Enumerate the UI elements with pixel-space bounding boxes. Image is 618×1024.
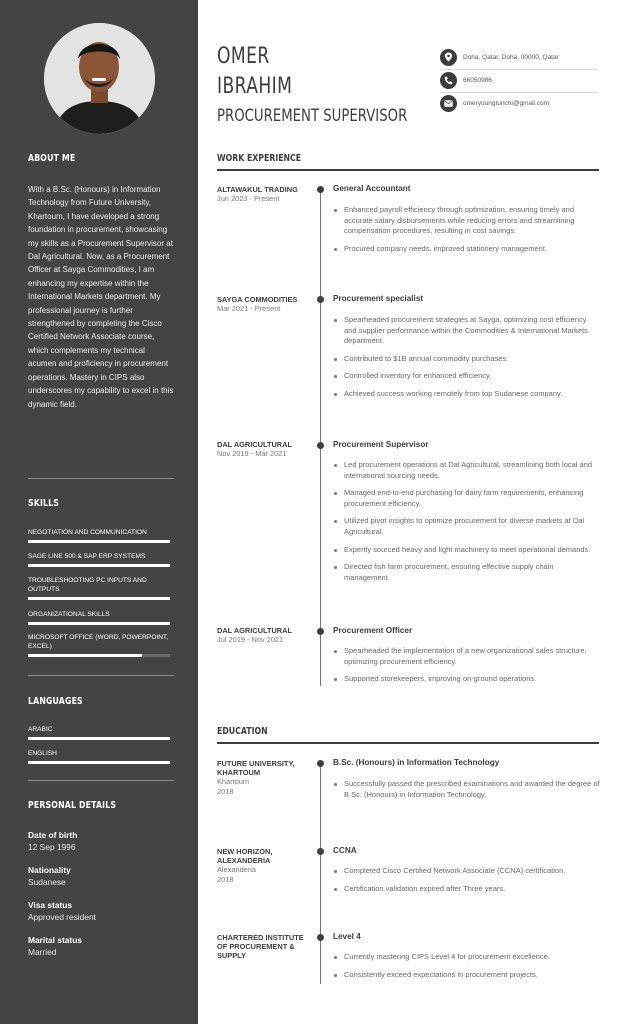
school-city: Khartoum: [217, 777, 250, 786]
languages-heading: LANGUAGES: [28, 696, 83, 707]
school-block: [217, 933, 307, 960]
job-role: Procurement specialist: [333, 294, 424, 303]
avatar: [44, 23, 155, 134]
job-bullets: [333, 205, 601, 261]
skill-bar: [28, 622, 170, 625]
language-bar-fill: [28, 761, 170, 764]
language-label: ENGLISH: [28, 750, 57, 757]
degree-bullets: [333, 866, 601, 901]
detail-value: Sudanese: [28, 877, 66, 887]
contact-address: [440, 47, 598, 67]
job-bullets: [333, 646, 601, 692]
divider: [28, 478, 174, 479]
bullet-item: Spearheaded procurement strategies at Sayga, optimizing cost efficiency and supplier performance within the Commodities & International Markets department.: [333, 315, 601, 347]
timeline-dot: [317, 934, 324, 941]
personal-heading: PERSONAL DETAILS: [28, 800, 117, 811]
job-bullets: [333, 460, 601, 590]
school-year: 2018: [217, 875, 234, 884]
detail-label: Nationality: [28, 865, 71, 875]
detail-value: Approved resident: [28, 912, 96, 922]
language-bar: [28, 737, 170, 740]
bullet-item: Currently mastering CIPS Level 4 for procurement excellence.: [333, 952, 601, 963]
job-company: ALTAWAKUL TRADING: [217, 185, 298, 194]
skill-label: TROUBLESHOOTING PC INPUTS AND OUTPUTS: [28, 577, 147, 593]
bullet-item: Certification validation expired after Three years.: [333, 884, 601, 895]
skill-label: NEGOTIATION AND COMMUNICATION: [28, 529, 147, 536]
education-heading: EDUCATION: [217, 726, 268, 737]
bullet-item: Managed end-to-end purchasing for dairy farm requirements, enhancing procurement efficiency.: [333, 488, 601, 509]
skill-item: [28, 528, 174, 543]
job-title: PROCUREMENT SUPERVISOR: [217, 106, 408, 126]
detail-label: Visa status: [28, 900, 73, 910]
about-heading: ABOUT ME: [28, 153, 76, 164]
job-org-block: [217, 295, 307, 314]
skill-bar: [28, 654, 170, 657]
section-rule: [217, 742, 599, 744]
school-name: FUTURE UNIVERSITY, KHARTOUM: [217, 759, 295, 777]
bullet-item: Spearheaded the implementation of a new organizational sales structure, optimizing procurement efficiency.: [333, 646, 601, 667]
job-company: DAL AGRICULTURAL: [217, 440, 292, 449]
skill-bar-fill: [28, 597, 170, 600]
skill-item: [28, 633, 174, 657]
job-company: DAL AGRICULTURAL: [217, 626, 292, 635]
sidebar: [0, 0, 198, 1024]
skill-bar-fill: [28, 654, 142, 657]
job-bullets: [333, 315, 601, 407]
divider: [28, 675, 174, 676]
school-year: 2018: [217, 787, 234, 796]
bullet-item: Successfully passed the prescribed examinations and awarded the degree of B.Sc. (Honours) in Information Technology.: [333, 779, 601, 800]
language-bar-fill: [28, 737, 170, 740]
work-experience-heading: WORK EXPERIENCE: [217, 153, 302, 164]
job-org-block: [217, 185, 307, 204]
bullet-item: Directed fish farm procurement, ensuring effective supply chain management.: [333, 562, 601, 583]
job-company: SAYGA COMMODITIES: [217, 295, 298, 304]
job-org-block: [217, 440, 307, 459]
bullet-item: Procured company needs, improved stationery management.: [333, 244, 601, 255]
about-text: With a B.Sc. (Honours) in Information Technology from Future University, Khartoum, I have developed a strong foundation in procurement, showcasing my skills as a Procurement Supervisor at Dal Agricultural. Now, as a Procurement Officer at Sayga Commodities, I am enhancing my expertise within the International Markets department. My professional journey is further strengthened by completing the Cisco Certified Network Associate course, which complements my technical acumen and proficiency in procurement operations. Mastery in CIPS also underscores my capability to excel in this dynamic field.: [28, 185, 174, 409]
detail-label: Marital status: [28, 935, 82, 945]
timeline-dot: [317, 848, 324, 855]
school-block: [217, 847, 307, 885]
timeline-line: [320, 760, 321, 984]
timeline-line: [320, 186, 321, 686]
phone-icon: [440, 72, 457, 89]
bullet-item: Contributed to $1B annual commodity purchases.: [333, 354, 601, 365]
bullet-item: Consistently exceed expectations in procurement projects.: [333, 970, 601, 981]
job-dates: Jul 2019 - Nov 2021: [217, 635, 284, 644]
language-label: ARABIC: [28, 726, 53, 733]
bullet-item: Enhanced payroll efficiency through optimization, ensuring timely and accurate salary disbursements while reducing errors and streamlining compensation procedures, resulting in cost savings.: [333, 205, 601, 237]
last-name: IBRAHIM: [217, 74, 293, 99]
job-role: Procurement Supervisor: [333, 440, 429, 449]
email-icon: [440, 95, 457, 112]
bullet-item: Completed Cisco Certified Network Associate (CCNA) certification.: [333, 866, 601, 877]
skill-label: MICROSOFT OFFICE (WORD, POWERPOINT, EXCEL): [28, 634, 169, 650]
contact-email: [440, 93, 598, 113]
timeline-dot: [317, 760, 324, 767]
detail-label: Date of birth: [28, 830, 78, 840]
bullet-item: Controlled inventory for enhanced efficiency.: [333, 371, 601, 382]
skill-bar-fill: [28, 622, 170, 625]
school-name: NEW HORIZON, ALEXANDERIA: [217, 847, 273, 865]
school-block: [217, 759, 307, 797]
job-dates: Jun 2023 - Present: [217, 194, 280, 203]
bullet-item: Utilized pivot insights to optimize procurement for diverse markets at Dal Agricultural.: [333, 516, 601, 537]
job-dates: Nov 2019 - Mar 2021: [217, 449, 287, 458]
degree-title: Level 4: [333, 932, 361, 941]
timeline-dot: [317, 442, 324, 449]
job-dates: Mar 2021 - Present: [217, 304, 281, 313]
divider: [28, 780, 174, 781]
skill-item: [28, 552, 174, 567]
degree-bullets: [333, 779, 601, 807]
detail-value: Married: [28, 947, 57, 957]
location-pin-icon: [440, 49, 457, 66]
job-org-block: [217, 626, 307, 645]
degree-title: CCNA: [333, 846, 357, 855]
bullet-item: Led procurement operations at Dal Agricultural, streamlining both local and international sourcing needs.: [333, 460, 601, 481]
timeline-dot: [317, 296, 324, 303]
section-rule: [217, 169, 599, 171]
contact-phone: [440, 70, 598, 90]
degree-title: B.Sc. (Honours) in Information Technology: [333, 758, 500, 767]
skill-bar: [28, 597, 170, 600]
skill-label: ORGANIZATIONAL SKILLS: [28, 611, 110, 618]
degree-bullets: [333, 952, 601, 987]
language-item: [28, 749, 174, 764]
skill-item: [28, 576, 174, 600]
skill-label: SAGE LINE 500 & SAP ERP SYSTEMS: [28, 553, 146, 560]
skill-bar-fill: [28, 540, 170, 543]
address-text: Doha, Qatar, Doha, 00000, Qatar: [463, 53, 559, 61]
skill-bar: [28, 540, 170, 543]
school-city: Alexanderia: [217, 865, 257, 874]
job-role: General Accountant: [333, 184, 411, 193]
skill-bar: [28, 564, 170, 567]
skill-item: [28, 610, 174, 625]
timeline-dot: [317, 628, 324, 635]
email-text: omeryoungtunchi@gmail.com: [463, 99, 550, 107]
timeline-dot: [317, 186, 324, 193]
profile-photo: [44, 23, 155, 134]
bullet-item: Achieved success working remotely from top Sudanese company.: [333, 389, 601, 400]
language-item: [28, 725, 174, 740]
phone-text: 66050986: [463, 76, 492, 84]
skill-bar-fill: [28, 564, 170, 567]
bullet-item: Expertly sourced heavy and light machinery to meet operational demands.: [333, 545, 601, 556]
skills-heading: SKILLS: [28, 498, 60, 509]
job-role: Procurement Officer: [333, 626, 413, 635]
language-bar: [28, 761, 170, 764]
detail-value: 12 Sep 1996: [28, 842, 76, 852]
bullet-item: Supported storekeepers, improving on-ground operations.: [333, 674, 601, 685]
school-name: CHARTERED INSTITUTE OF PROCUREMENT & SUPPLY: [217, 933, 304, 960]
first-name: OMER: [217, 44, 270, 69]
